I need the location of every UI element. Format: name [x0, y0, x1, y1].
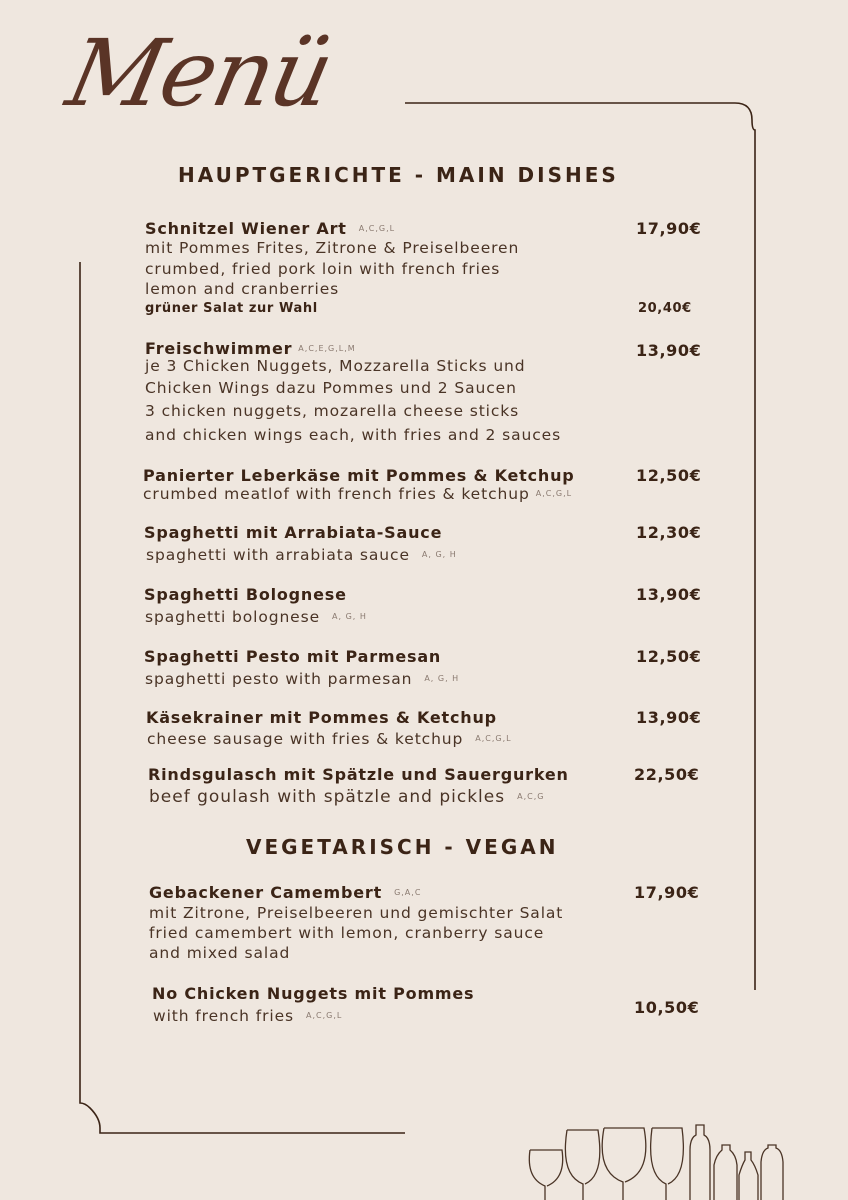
desc-bolognese [145, 607, 367, 627]
extra-schnitzel: grüner Salat zur Wahl [145, 301, 318, 316]
allergen-pesto: A, G, H [424, 674, 460, 683]
desc-freischwimmer-1: je 3 Chicken Nuggets, Mozzarella Sticks und [145, 357, 526, 375]
desc-schnitzel-1: mit Pommes Frites, Zitrone & Preiselbeeren [145, 239, 520, 257]
allergen-bolognese: A, G, H [332, 612, 367, 621]
desc-no-chicken-nuggets [153, 1006, 342, 1026]
allergen-kaesekrainer: A,C,G,L [475, 734, 512, 743]
menu-title: Menü [58, 20, 341, 127]
desc-pesto-text: spaghetti pesto with parmesan [145, 670, 413, 688]
item-name-camembert [149, 883, 421, 902]
item-name-schnitzel-text: Schnitzel Wiener Art [145, 219, 347, 238]
item-name-bolognese: Spaghetti Bolognese [144, 585, 347, 604]
allergen-leberkaese: A,C,G,L [535, 489, 573, 498]
section-heading-vegetarian: VEGETARISCH - VEGAN [246, 835, 559, 859]
price-pesto: 12,50€ [636, 647, 702, 666]
desc-leberkaese-text: crumbed meatlof with french fries & ketchup [143, 485, 530, 503]
desc-camembert-1: mit Zitrone, Preiselbeeren und gemischter Salat [149, 904, 564, 922]
desc-bolognese-text: spaghetti bolognese [145, 608, 321, 626]
item-name-schnitzel [145, 219, 395, 238]
desc-leberkaese [143, 484, 572, 504]
desc-arrabiata [146, 545, 457, 565]
price-leberkaese: 12,50€ [636, 466, 702, 485]
price-freischwimmer: 13,90€ [636, 341, 702, 360]
desc-schnitzel-2: crumbed, fried pork loin with french fries [145, 260, 501, 278]
price-arrabiata: 12,30€ [636, 523, 702, 542]
desc-freischwimmer-3: 3 chicken nuggets, mozarella cheese sticks [145, 402, 520, 420]
desc-arrabiata-text: spaghetti with arrabiata sauce [146, 546, 410, 564]
item-name-camembert-text: Gebackener Camembert [149, 883, 383, 902]
price-camembert: 17,90€ [634, 883, 700, 902]
desc-pesto [145, 669, 459, 689]
section-heading-main-dishes: HAUPTGERICHTE - MAIN DISHES [178, 163, 619, 187]
allergen-schnitzel: A,C,G,L [358, 224, 396, 233]
price-bolognese: 13,90€ [636, 585, 702, 604]
desc-gulasch [149, 787, 544, 807]
desc-camembert-3: and mixed salad [149, 944, 291, 962]
allergen-freischwimmer: A,C,E,G,L,M [298, 344, 356, 353]
desc-kaesekrainer [147, 729, 512, 749]
desc-gulasch-text: beef goulash with spätzle and pickles [149, 787, 506, 807]
allergen-no-chicken-nuggets: A,C,G,L [305, 1011, 343, 1020]
desc-freischwimmer-2: Chicken Wings dazu Pommes und 2 Saucen [145, 379, 517, 397]
allergen-arrabiata: A, G, H [421, 550, 457, 559]
desc-schnitzel-3: lemon and cranberries [145, 280, 340, 298]
item-name-leberkaese: Panierter Leberkäse mit Pommes & Ketchup [143, 466, 575, 485]
item-name-pesto: Spaghetti Pesto mit Parmesan [144, 647, 442, 666]
allergen-gulasch: A,C,G [517, 792, 545, 801]
desc-freischwimmer-4: and chicken wings each, with fries and 2 sauces [145, 426, 562, 444]
item-name-kaesekrainer: Käsekrainer mit Pommes & Ketchup [146, 708, 497, 727]
desc-kaesekrainer-text: cheese sausage with fries & ketchup [147, 730, 464, 748]
price-schnitzel: 17,90€ [636, 219, 702, 238]
item-name-freischwimmer-text: Freischwimmer [145, 339, 293, 358]
item-name-no-chicken-nuggets: No Chicken Nuggets mit Pommes [152, 984, 475, 1003]
desc-camembert-2: fried camembert with lemon, cranberry sauce [149, 924, 545, 942]
price-kaesekrainer: 13,90€ [636, 708, 702, 727]
item-name-gulasch: Rindsgulasch mit Spätzle und Sauergurken [148, 765, 569, 784]
extra-price-schnitzel: 20,40€ [638, 301, 692, 316]
desc-no-chicken-nuggets-text: with french fries [153, 1007, 294, 1025]
item-name-arrabiata: Spaghetti mit Arrabiata-Sauce [144, 523, 443, 542]
price-gulasch: 22,50€ [634, 765, 700, 784]
allergen-camembert: G,A,C [394, 888, 422, 897]
price-no-chicken-nuggets: 10,50€ [634, 998, 700, 1017]
